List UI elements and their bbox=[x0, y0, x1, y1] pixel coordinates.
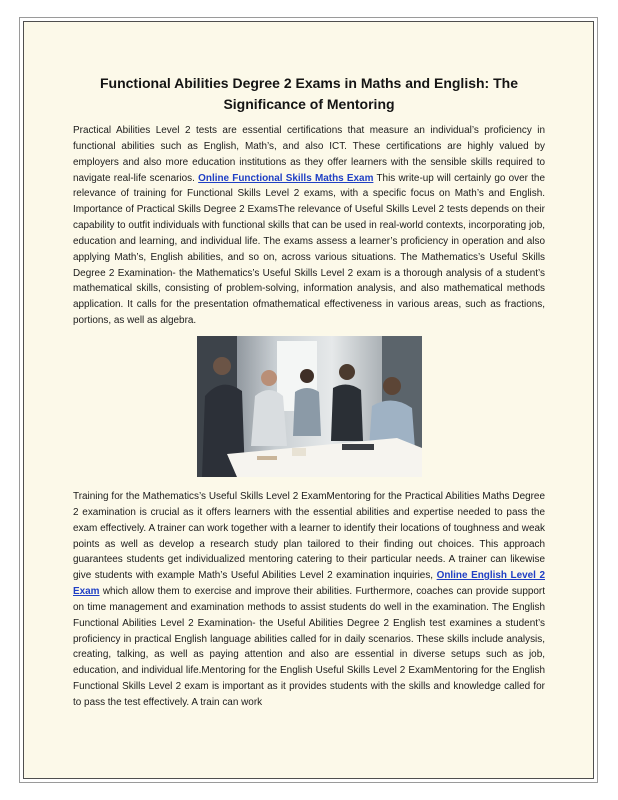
paragraph-1 bbox=[73, 123, 545, 329]
online-functional-skills-maths-exam-link[interactable]: Online Functional Skills Maths Exam bbox=[198, 172, 374, 184]
paragraph-2 bbox=[73, 489, 545, 711]
document-title: Functional Abilities Degree 2 Exams in Maths and English: The Significance of Mentoring bbox=[99, 75, 518, 112]
paragraph-2-text-end: which allow them to exercise and improve their abilities. Furthermore, coaches can provide support on time management and examination methods to assist students do well in the examination. The English Functional Abilities Level 2 Examination- the Useful Abilities Degree 2 English test examines a student’s proficiency in practical English language abilities called for in daily scenarios. These skills include analysis, creating, talking, as well as paying attention and also are essential in diverse setups such as job, education, and individual life.Mentoring for the English Useful Skills Level 2 ExamMentoring for the English Functional Skills Level 2 exam is important as it provides students with the skills and knowledge called for to pass the test effectively. A train can work bbox=[73, 586, 545, 708]
meeting-photo bbox=[197, 336, 422, 477]
paragraph-1-text-start: Practical Abilities Level 2 tests are essential certifications that measure an individual’s proficiency in functional abilities such as English, Math’s, and also ICT. These certifications are highly valued by employers and also more education institutions as they offer learners with the sensible skills required to navigate real-life scenarios. bbox=[73, 125, 545, 184]
paragraph-2-text-start: Training for the Mathematics’s Useful Skills Level 2 ExamMentoring for the Practical Abilities Maths Degree 2 examination is crucial as it offers learners with the essential abilities and expertise needed to pass the exam effectively. A trainer can work together with a learner to identify their locations of toughness and weak points as well as develop a research study plan tailored to their finding out choices. This approach guarantees students get individualized mentoring catering to their particular needs. A trainer can likewise give students with example Math’s Useful Abilities Level 2 examination inquiries, bbox=[73, 491, 545, 582]
online-english-level-2-exam-link[interactable]: Online English Level 2 Exam bbox=[73, 570, 545, 598]
paragraph-1-text-end: This write-up will certainly go over the relevance of training for Functional Skills Level 2 exams, with a specific focus on Math’s and English. Importance of Practical Skills Degree 2 ExamsThe relevance of Useful Skills Level 2 tests depends on their capability to outfit individuals with functional skills that can be used in real-world contexts, incorporating job, education and learning, and individual life. The exams assess a learner’s proficiency in operation and also applying Math’s, English abilities, and so on, across various situations. The Mathematics’s Useful Skills Degree 2 Examination- the Mathematics’s Useful Skills Level 2 exam is a thorough analysis of a student’s mathematical skills, consisting of problem-solving, information analysis, and also mathematical methods application. It calls for the presentation ofmathematical effectiveness in various areas, such as fractions, portions, as well as algebra. bbox=[73, 172, 545, 327]
